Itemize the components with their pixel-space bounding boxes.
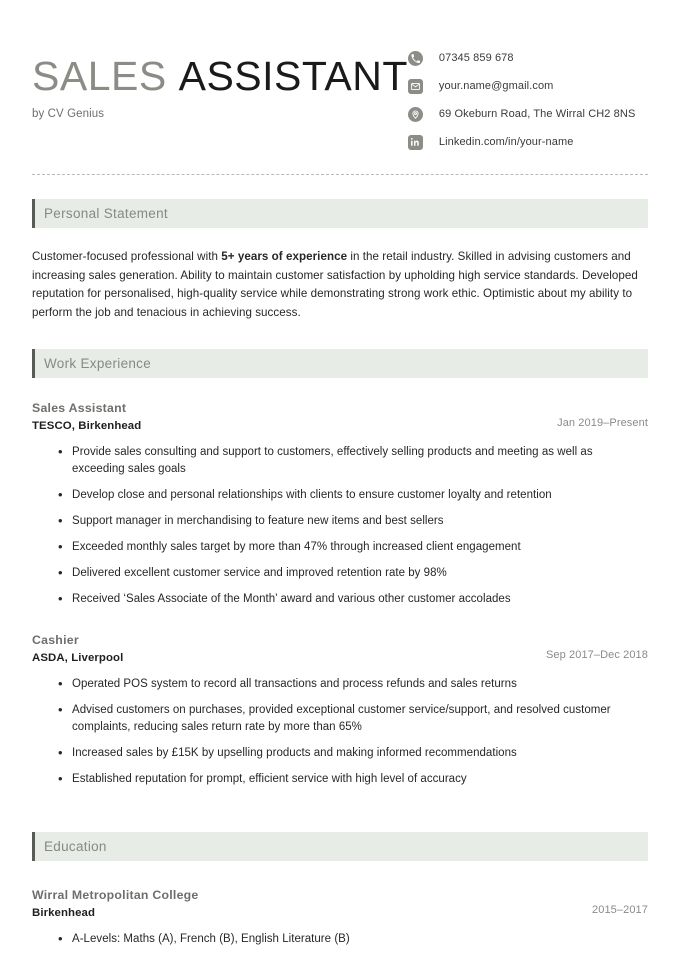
byline: by CV Genius bbox=[32, 108, 105, 120]
page-title-second-word: ASSISTANT bbox=[178, 53, 408, 99]
school-name: Wirral Metropolitan College bbox=[32, 888, 199, 902]
section-accent-bar bbox=[32, 199, 35, 228]
linkedin-icon bbox=[408, 135, 423, 150]
section-accent-bar bbox=[32, 349, 35, 378]
page-title bbox=[32, 53, 408, 99]
contact-linkedin-text: Linkedin.com/in/your-name bbox=[438, 136, 574, 148]
contact-row-address bbox=[408, 106, 648, 122]
list-item: • Provide sales consulting and support to customers, effectively selling products and meeting as well as exceeding sales goals bbox=[58, 444, 648, 478]
section-header-education bbox=[32, 832, 648, 861]
contact-row-email bbox=[408, 78, 648, 94]
job-title: Sales Assistant bbox=[32, 401, 127, 415]
work-entry-header bbox=[32, 632, 648, 666]
job-title: Cashier bbox=[32, 633, 79, 647]
job-employer: ASDA, Liverpool bbox=[32, 652, 124, 664]
statement-part-1: Customer-focused professional with bbox=[32, 250, 222, 263]
list-item: • A-Levels: Maths (A), French (B), English Literature (B) bbox=[58, 931, 648, 948]
section-title-education: Education bbox=[44, 839, 107, 854]
list-item: • Exceeded monthly sales target by more than 47% through increased client engagement bbox=[58, 539, 648, 556]
list-item: • Received ‘Sales Associate of the Month’ award and various other customer accolades bbox=[58, 591, 648, 608]
list-item: • Delivered excellent customer service and improved retention rate by 98% bbox=[58, 565, 648, 582]
contact-row-linkedin bbox=[408, 134, 648, 150]
statement-part-2: in the retail industry. Skilled in advising customers and increasing sales generation. Ability to maintain customer satisfaction by upholding high service standards. Developed reputation for personalised, high-quality service while demonstrating strong work ethic. Optimistic about my ability to perform the job and tenacious in achieving success. bbox=[32, 250, 638, 319]
email-icon bbox=[408, 79, 423, 94]
contact-phone-text: 07345 859 678 bbox=[438, 52, 514, 64]
page-title-first-word: SALES bbox=[32, 53, 167, 99]
section-header-work-experience bbox=[32, 349, 648, 378]
work-entry-identity bbox=[32, 400, 141, 434]
work-entry-identity bbox=[32, 632, 123, 666]
section-title-work-experience: Work Experience bbox=[44, 356, 152, 371]
job-dates: Jan 2019–Present bbox=[557, 417, 648, 429]
contact-address-text: 69 Okeburn Road, The Wirral CH2 8NS bbox=[438, 108, 636, 120]
work-entry-header bbox=[32, 400, 648, 434]
header-divider bbox=[32, 174, 648, 175]
resume-header bbox=[0, 0, 680, 150]
section-header-personal-statement bbox=[32, 199, 648, 228]
contact-row-phone bbox=[408, 50, 648, 66]
section-accent-bar bbox=[32, 832, 35, 861]
school-location: Birkenhead bbox=[32, 907, 96, 919]
job-employer: TESCO, Birkenhead bbox=[32, 420, 142, 432]
personal-statement-text bbox=[32, 248, 648, 322]
education-bullet-list bbox=[32, 931, 648, 948]
job-bullet-list bbox=[32, 676, 648, 788]
education-dates: 2015–2017 bbox=[592, 904, 648, 916]
list-item: • Operated POS system to record all transactions and process refunds and sales returns bbox=[58, 676, 648, 693]
list-item: • Increased sales by £15K by upselling products and making informed recommendations bbox=[58, 745, 648, 762]
job-bullet-list bbox=[32, 444, 648, 608]
section-spacer bbox=[0, 788, 680, 818]
section-title-personal-statement: Personal Statement bbox=[44, 206, 168, 221]
work-entry bbox=[32, 632, 648, 788]
education-entry-identity bbox=[32, 887, 199, 921]
list-item: • Established reputation for prompt, efficient service with high level of accuracy bbox=[58, 771, 648, 788]
contact-list bbox=[408, 46, 648, 150]
education-entry bbox=[32, 887, 648, 948]
contact-email-text: your.name@gmail.com bbox=[438, 80, 554, 92]
list-item: • Advised customers on purchases, provided exceptional customer service/support, and resolved customer complaints, reducing sales return rate by more than 65% bbox=[58, 702, 648, 736]
name-block bbox=[32, 46, 408, 120]
work-entry bbox=[32, 400, 648, 608]
job-dates: Sep 2017–Dec 2018 bbox=[545, 649, 648, 661]
location-pin-icon bbox=[408, 107, 423, 122]
phone-icon bbox=[408, 51, 423, 66]
list-item: • Develop close and personal relationships with clients to ensure customer loyalty and retention bbox=[58, 487, 648, 504]
statement-highlight: 5+ years of experience bbox=[221, 250, 348, 263]
list-item: • Support manager in merchandising to feature new items and best sellers bbox=[58, 513, 648, 530]
education-entry-header bbox=[32, 887, 648, 921]
